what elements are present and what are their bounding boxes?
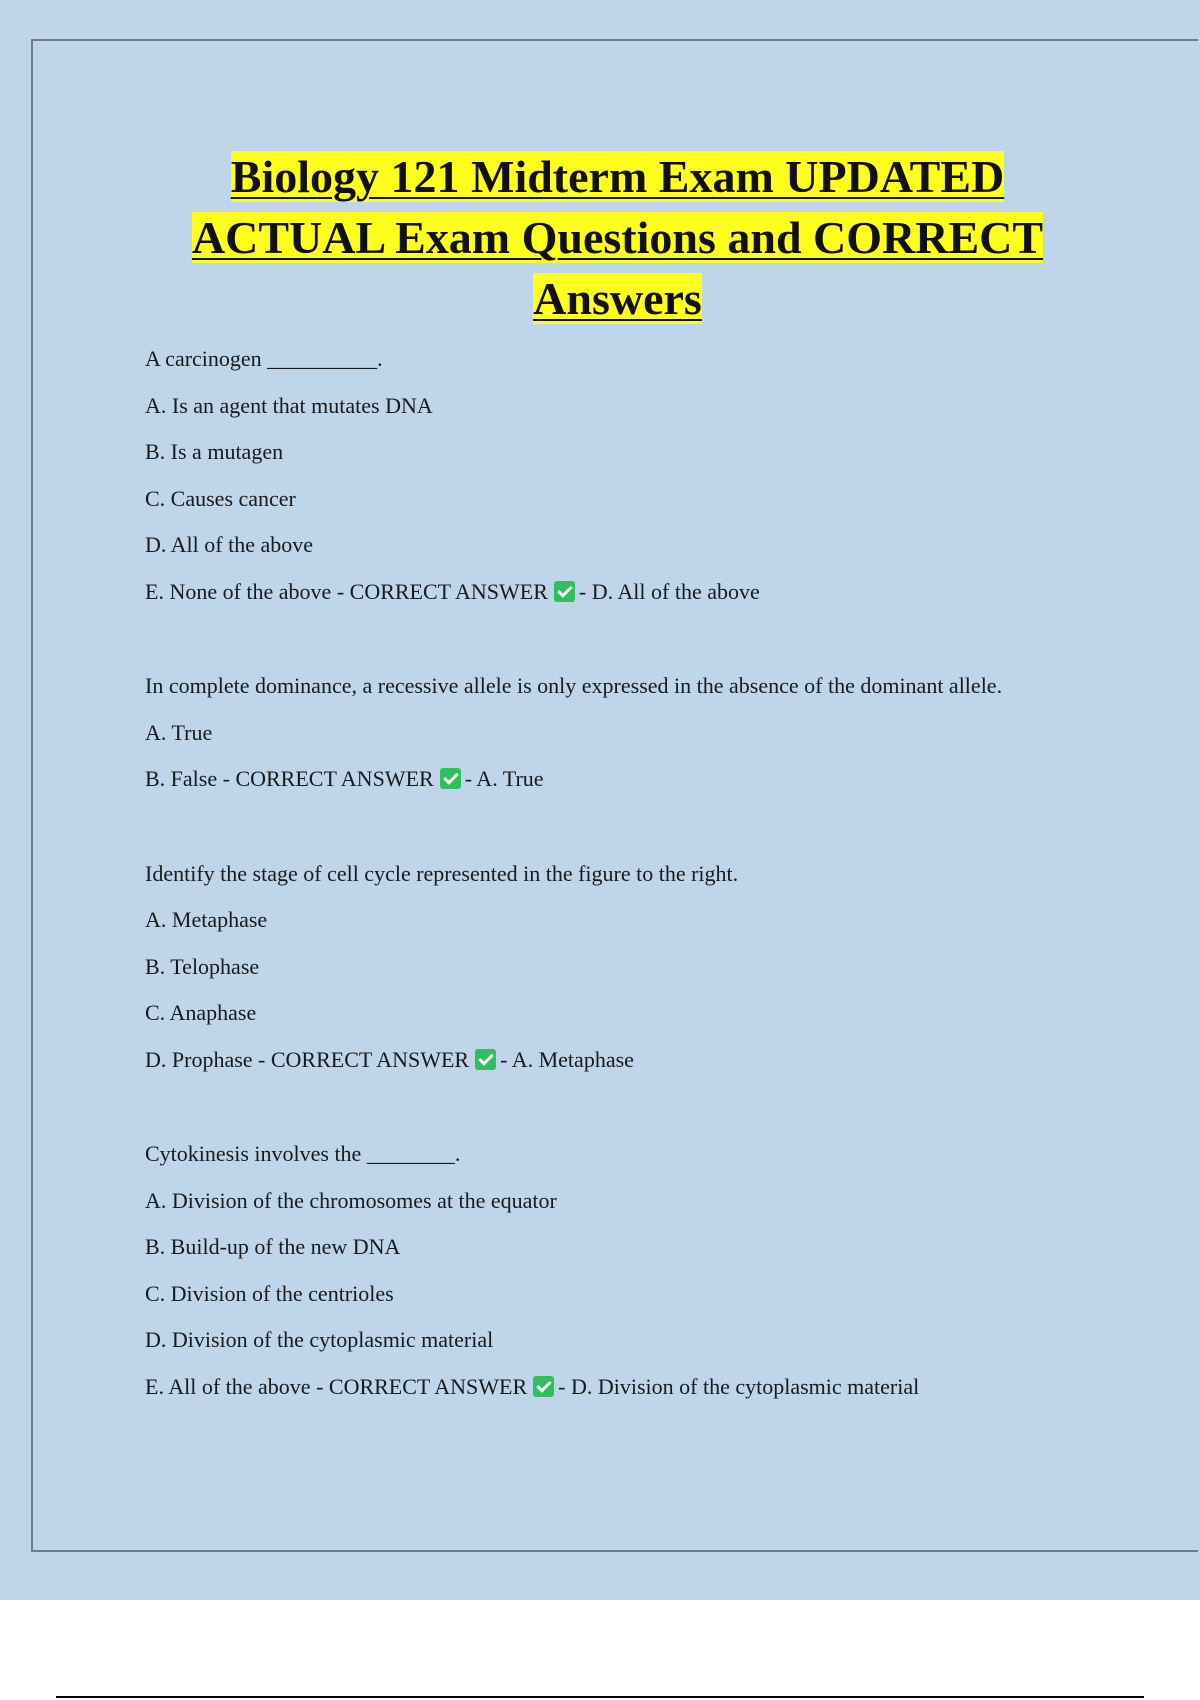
last-option-text: E. All of the above - CORRECT ANSWER <box>145 1373 528 1399</box>
question-prompt: Identify the stage of cell cycle represented in the figure to the right. <box>145 860 739 886</box>
answer-option-with-answer <box>145 573 1145 620</box>
correct-answer-text: - A. Metaphase <box>500 1046 634 1072</box>
question-block <box>145 340 1145 619</box>
answer-option: C. Division of the centrioles <box>145 1280 394 1306</box>
title-line-3: Answers <box>533 273 702 324</box>
answer-option: D. All of the above <box>145 532 314 557</box>
title-line-2: ACTUAL Exam Questions and CORRECT <box>191 212 1044 263</box>
answer-option: A. Metaphase <box>145 907 268 932</box>
check-box-icon <box>440 768 461 789</box>
check-box-icon <box>533 1376 554 1397</box>
check-box-icon <box>554 581 575 602</box>
answer-option: C. Causes cancer <box>145 485 296 511</box>
correct-answer-text: - A. True <box>464 766 544 791</box>
answer-option: B. Build-up of the new DNA <box>145 1234 401 1259</box>
answer-option: C. Anaphase <box>145 1000 257 1025</box>
answer-option: D. Division of the cytoplasmic material <box>145 1327 494 1352</box>
question-block <box>145 855 1145 1088</box>
last-option-text: B. False - CORRECT ANSWER <box>145 766 434 791</box>
answer-option: B. Telophase <box>145 953 260 979</box>
correct-answer-text: - D. All of the above <box>578 578 760 604</box>
question-block <box>145 667 1145 807</box>
title-line-1: Biology 121 Midterm Exam UPDATED <box>230 151 1005 202</box>
answer-option: B. Is a mutagen <box>145 439 284 464</box>
answer-option: A. Is an agent that mutates DNA <box>145 392 433 418</box>
document-title <box>100 146 1135 329</box>
question-prompt: Cytokinesis involves the ________. <box>145 1141 461 1166</box>
answer-option-with-answer <box>145 760 1145 807</box>
question-block <box>145 1135 1145 1414</box>
question-prompt: A carcinogen __________. <box>145 346 383 371</box>
answer-option: A. True <box>145 719 213 745</box>
last-option-text: E. None of the above - CORRECT ANSWER <box>145 578 548 604</box>
answer-option-with-answer <box>145 1041 1145 1088</box>
answer-option: A. Division of the chromosomes at the equator <box>145 1187 557 1213</box>
question-prompt: In complete dominance, a recessive allele is only expressed in the absence of the dominant allele. <box>145 673 1003 698</box>
answer-option-with-answer <box>145 1368 1145 1415</box>
question-list <box>145 340 1145 1462</box>
correct-answer-text: - D. Division of the cytoplasmic material <box>558 1373 920 1399</box>
last-option-text: D. Prophase - CORRECT ANSWER <box>145 1046 470 1072</box>
footer-rule <box>56 1696 1144 1698</box>
check-box-icon <box>475 1049 496 1070</box>
